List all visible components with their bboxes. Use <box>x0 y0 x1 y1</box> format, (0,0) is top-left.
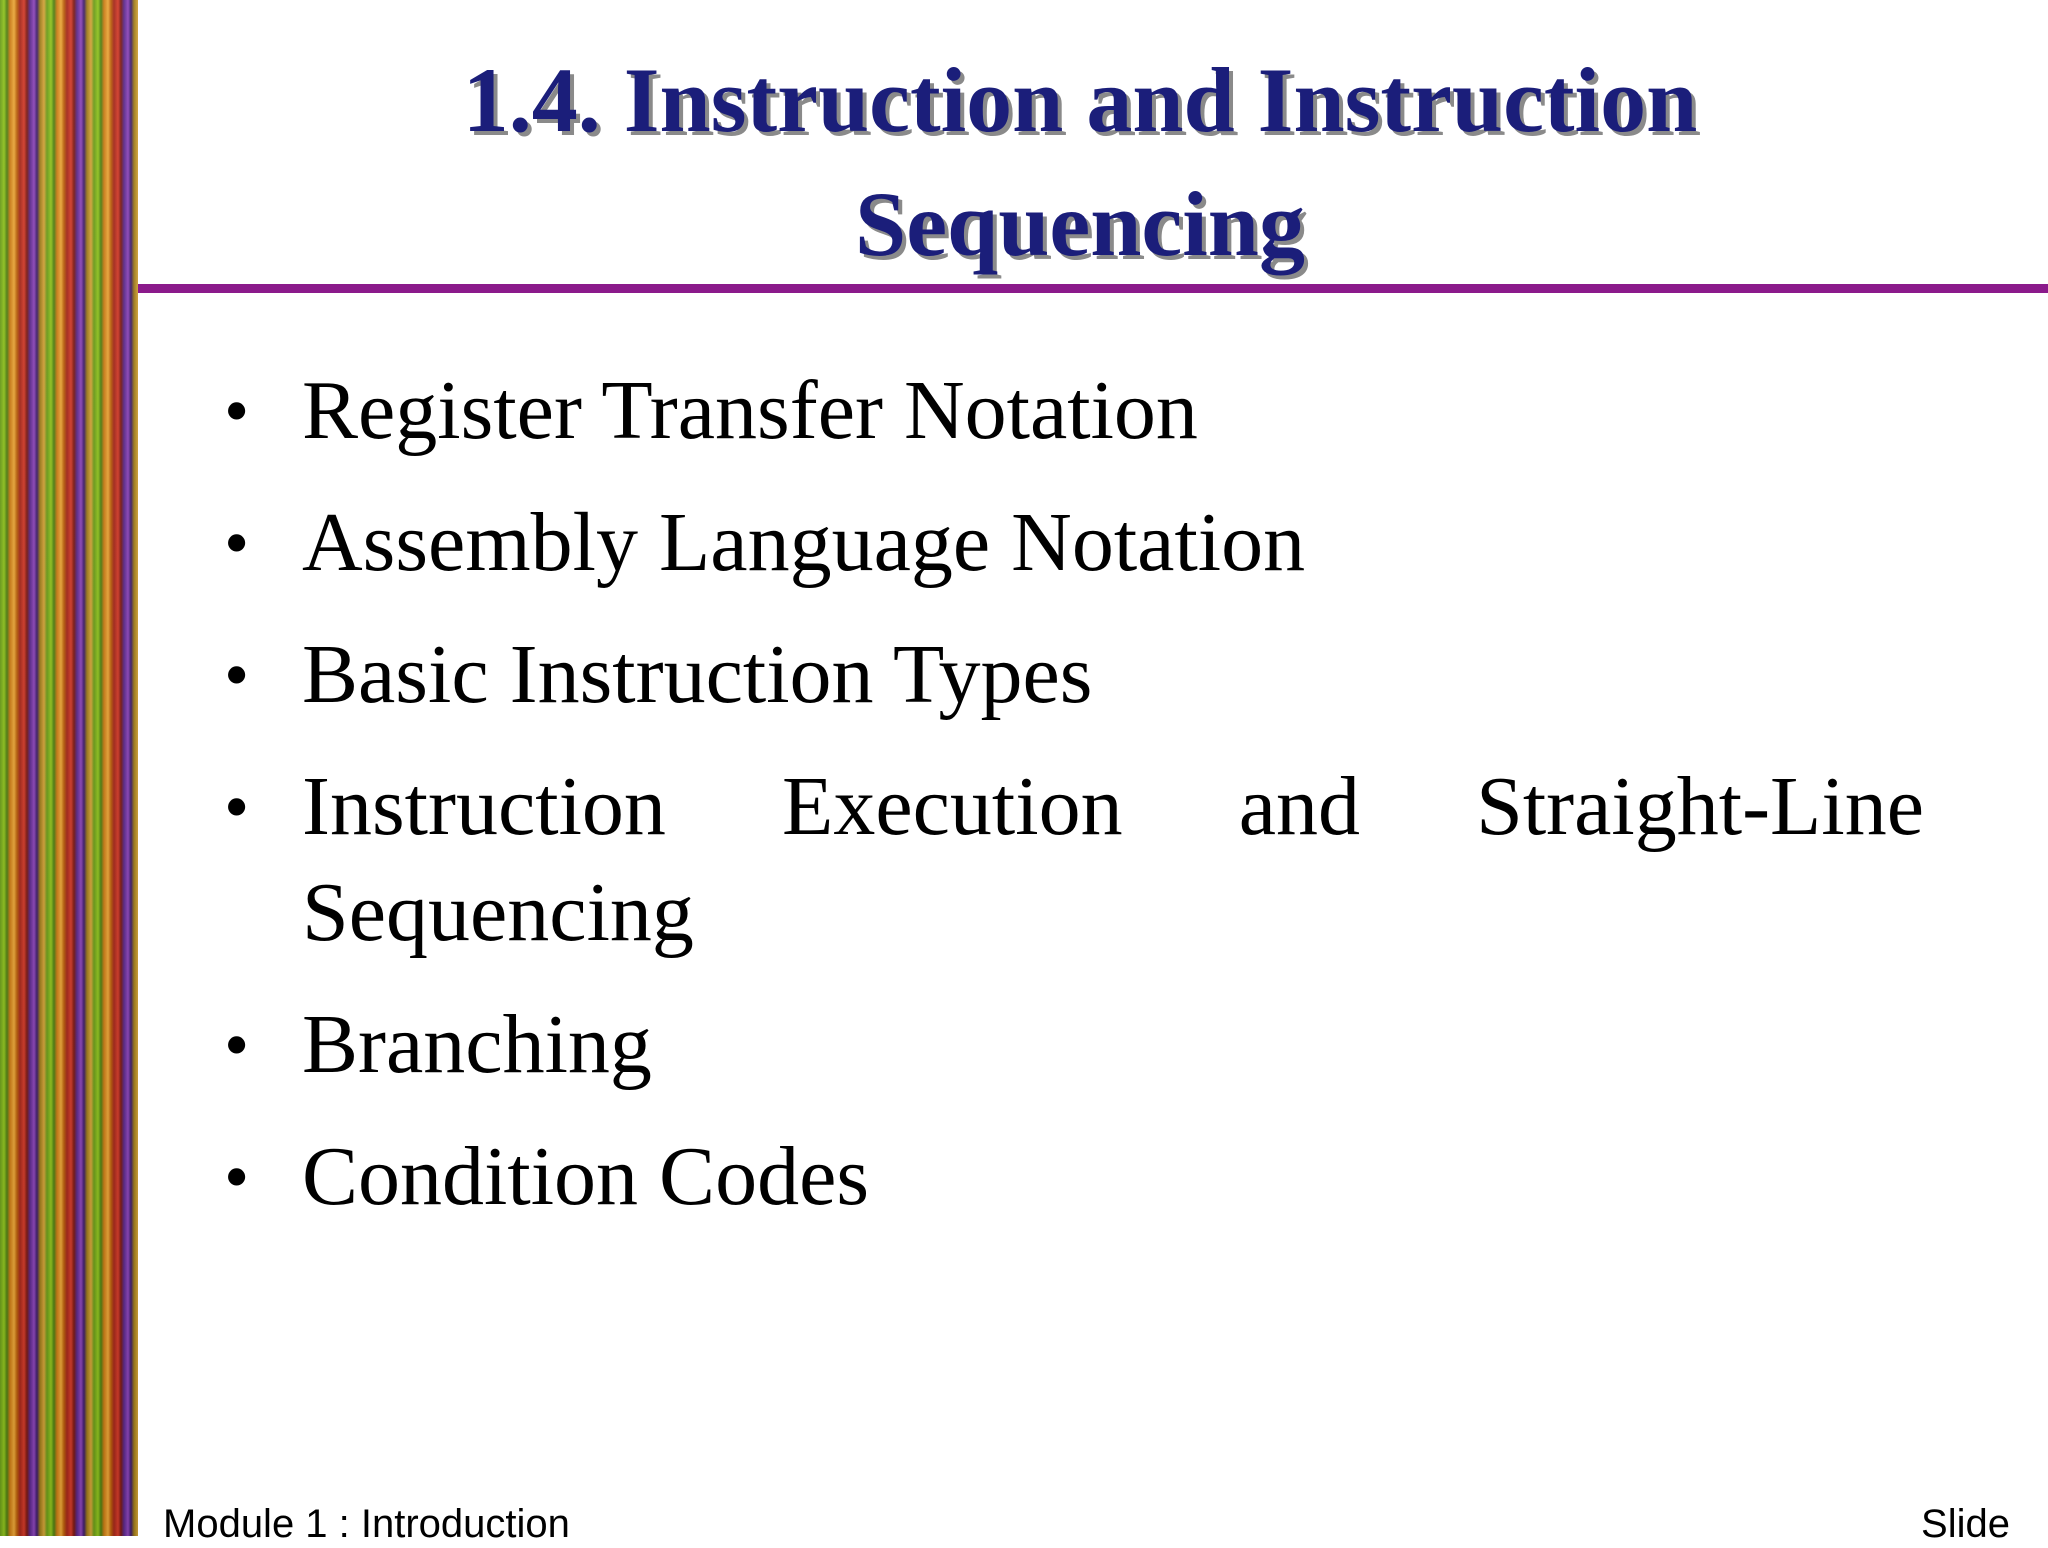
slide-title-line-1: 1.4. Instruction and Instruction <box>462 49 1698 151</box>
bullet-list <box>224 358 1924 1256</box>
bullet-icon: • <box>224 1005 250 1085</box>
bullet-item <box>224 358 1924 464</box>
bullet-text: Assembly Language Notation <box>302 496 1306 589</box>
decorative-stripe-bar <box>0 0 138 1536</box>
slide-title-line-2: Sequencing <box>855 173 1305 275</box>
bullet-item <box>224 622 1924 728</box>
bullet-item <box>224 1124 1924 1230</box>
bullet-icon: • <box>224 635 250 715</box>
bullet-text: Branching <box>302 998 652 1091</box>
bullet-icon: • <box>224 767 250 847</box>
bullet-icon: • <box>224 503 250 583</box>
bullet-text: Condition Codes <box>302 1130 870 1223</box>
bullet-text: Basic Instruction Types <box>302 628 1093 721</box>
bullet-text: Instruction Execution and Straight-Line Sequencing <box>302 760 1924 959</box>
bullet-icon: • <box>224 371 250 451</box>
slide-title <box>200 38 1960 286</box>
title-divider <box>138 284 2048 293</box>
bullet-text: Register Transfer Notation <box>302 364 1198 457</box>
footer-module-label: Module 1 : Introduction <box>163 1502 570 1546</box>
bullet-item <box>224 490 1924 596</box>
bullet-item <box>224 754 1924 966</box>
footer-slide-label: Slide <box>1921 1502 2010 1546</box>
bullet-item <box>224 992 1924 1098</box>
bullet-icon: • <box>224 1137 250 1217</box>
